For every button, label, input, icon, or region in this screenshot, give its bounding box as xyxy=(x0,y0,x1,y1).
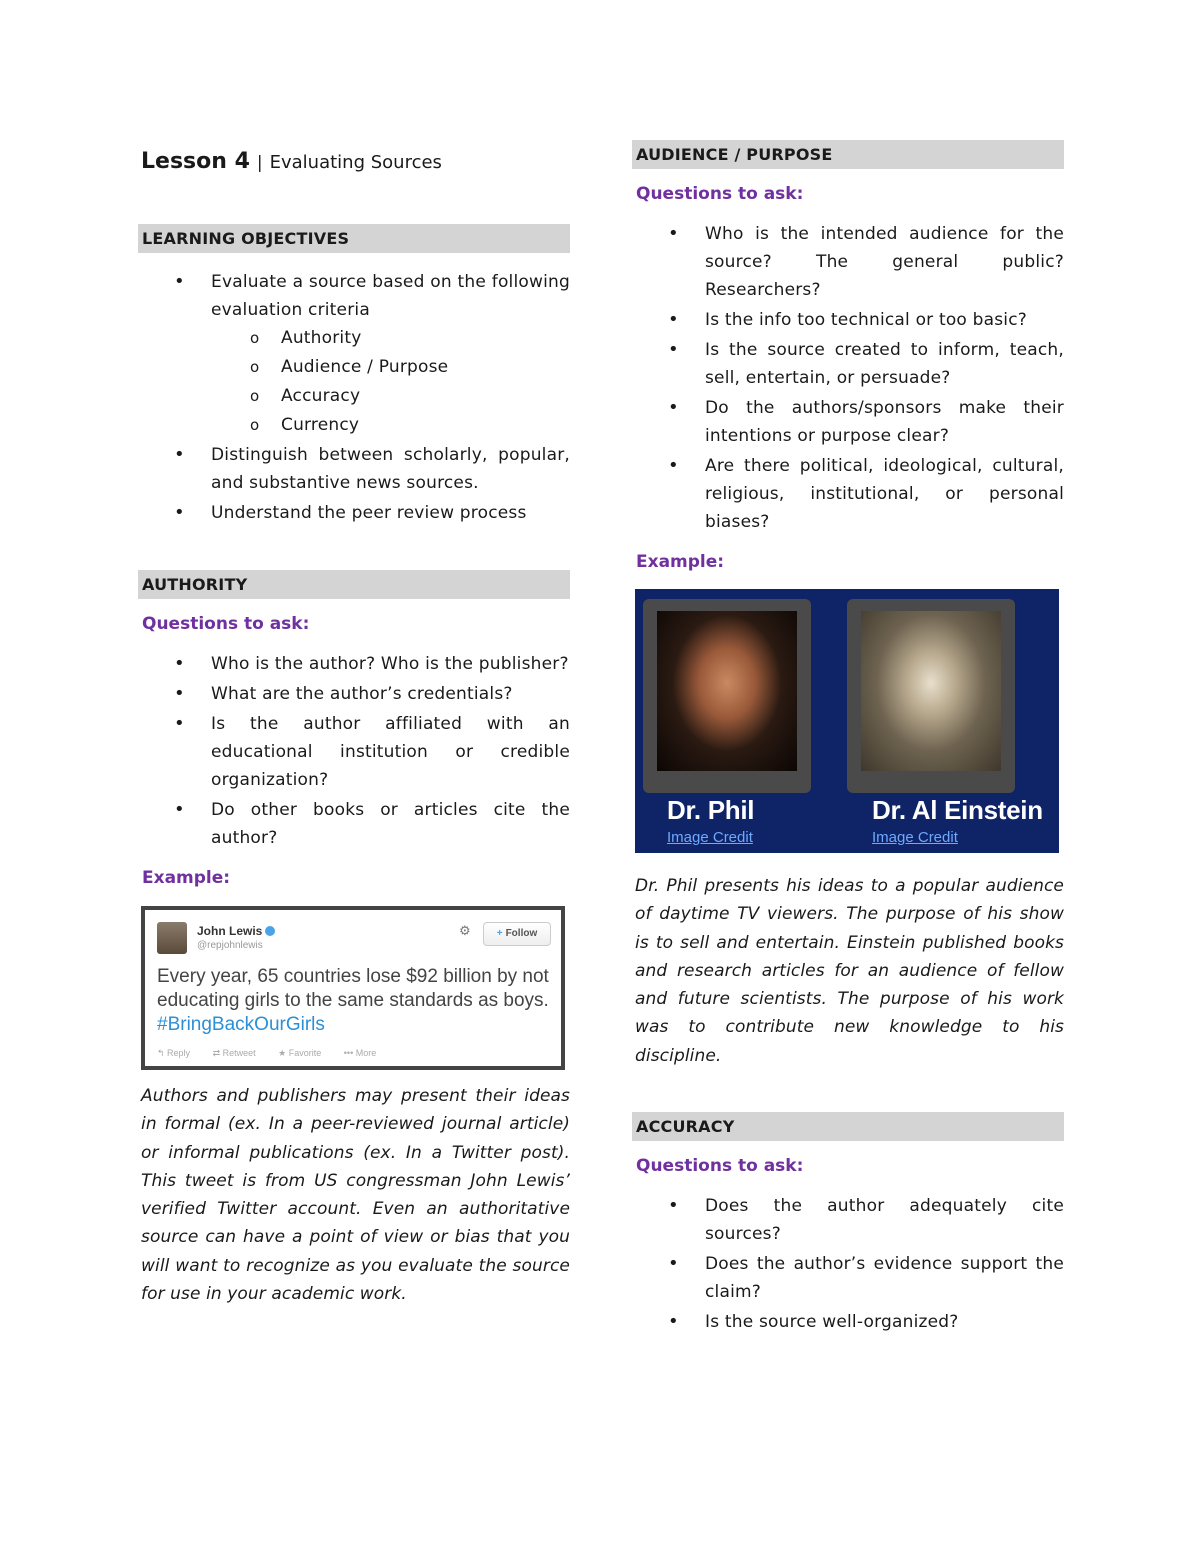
retweet-action: ⇄ Retweet xyxy=(212,1048,256,1058)
list-item: • Are there political, ideological, cultural, religious, institutional, or personal biases? xyxy=(705,452,1064,536)
tweet-handle: @repjohnlewis xyxy=(197,940,263,951)
authority-example-label: Example: xyxy=(142,868,231,888)
einstein-photo xyxy=(861,611,1001,771)
follow-icon: + xyxy=(496,928,503,939)
avatar xyxy=(157,922,187,954)
accuracy-questions-list xyxy=(632,1192,1064,1336)
list-item: • Evaluate a source based on the following evaluation criteria o Authority o Audience / Purpose o Accuracy o Currency xyxy=(211,268,570,439)
criteria-item: o Authority xyxy=(281,324,570,352)
list-item: • Understand the peer review process xyxy=(211,499,570,527)
accuracy-heading: ACCURACY xyxy=(632,1112,1064,1141)
einstein-image-credit-link[interactable]: Image Credit xyxy=(872,829,958,846)
tweet-hashtag: #BringBackOurGirls xyxy=(157,1014,325,1035)
page-title xyxy=(141,144,570,181)
authority-questions-list xyxy=(138,650,570,852)
audience-purpose-heading: AUDIENCE / PURPOSE xyxy=(632,140,1064,169)
criteria-item: o Accuracy xyxy=(281,382,570,410)
title-separator: | xyxy=(256,153,263,173)
dr-phil-photo-frame xyxy=(643,599,811,793)
einstein-photo-frame xyxy=(847,599,1015,793)
lesson-subtitle: Evaluating Sources xyxy=(269,152,442,173)
list-item: • Is the info too technical or too basic? xyxy=(705,306,1064,334)
list-item: • Who is the author? Who is the publisher? xyxy=(211,650,570,678)
authority-heading: AUTHORITY xyxy=(138,570,570,599)
audience-questions-list xyxy=(632,220,1064,536)
learning-objectives-list xyxy=(138,268,570,527)
list-item: • Is the author affiliated with an educational institution or credible organization? xyxy=(211,710,570,794)
lesson-number: Lesson 4 xyxy=(141,149,250,174)
right-column xyxy=(632,140,1064,1338)
more-action: ••• More xyxy=(343,1048,377,1058)
authority-paragraph: Authors and publishers may present their ideas in formal (ex. In a peer-reviewed journal article) or informal publications (ex. In a Twitter post). This tweet is from US congressman John Lewis’ verified Twitter account. Even an authoritative source can have a point of view or bias that you will want to recognize as you evaluate the source for use in your academic work. xyxy=(141,1086,570,1305)
list-item: • Do the authors/sponsors make their intentions or purpose clear? xyxy=(705,394,1064,450)
audience-questions-label: Questions to ask: xyxy=(636,184,804,204)
list-item: • Who is the intended audience for the source? The general public? Researchers? xyxy=(705,220,1064,304)
photo-comparison xyxy=(635,589,1059,853)
list-item: • Does the author adequately cite sources? xyxy=(705,1192,1064,1248)
follow-button: + Follow xyxy=(483,922,551,946)
dr-phil-photo xyxy=(657,611,797,771)
authority-questions-label: Questions to ask: xyxy=(142,614,310,634)
einstein-caption: Dr. Al Einstein xyxy=(872,795,1043,825)
tweet-text: Every year, 65 countries lose $92 billion by not educating girls to the same standards as boys. #BringBackOurGirls xyxy=(157,966,549,1035)
accuracy-questions-label: Questions to ask: xyxy=(636,1156,804,1177)
criteria-item: o Audience / Purpose xyxy=(281,353,570,381)
verified-icon xyxy=(265,926,275,936)
tweet-author-name: John Lewis xyxy=(197,924,275,938)
audience-example-label: Example: xyxy=(636,552,725,572)
learning-objectives-heading: LEARNING OBJECTIVES xyxy=(138,224,570,253)
favorite-action: ★ Favorite xyxy=(278,1048,322,1058)
dr-phil-image-credit-link[interactable]: Image Credit xyxy=(667,829,753,846)
criteria-item: o Currency xyxy=(281,411,570,439)
tweet-example-wrap xyxy=(138,888,570,1082)
photo-example-wrap xyxy=(632,572,1064,872)
list-item: • Distinguish between scholarly, popular, and substantive news sources. xyxy=(211,441,570,497)
audience-paragraph: Dr. Phil presents his ideas to a popular audience of daytime TV viewers. The purpose of his show is to sell and entertain. Einstein published books and research articles for an audience of fellow and future scientists. The purpose of his work was to contribute new knowledge to his discipline. xyxy=(635,876,1064,1066)
tweet-card xyxy=(141,906,565,1070)
dr-phil-caption: Dr. Phil xyxy=(667,795,755,825)
left-column xyxy=(138,140,570,1308)
list-item: • Do other books or articles cite the author? xyxy=(211,796,570,852)
gear-icon: ⚙ xyxy=(459,924,471,939)
criteria-list xyxy=(211,324,570,439)
list-item: • Is the source well-organized? xyxy=(705,1308,1064,1336)
tweet-actions xyxy=(157,1048,396,1059)
list-item: • Does the author’s evidence support the claim? xyxy=(705,1250,1064,1306)
list-item: • What are the author’s credentials? xyxy=(211,680,570,708)
list-item: • Is the source created to inform, teach, sell, entertain, or persuade? xyxy=(705,336,1064,392)
reply-action: ↰ Reply xyxy=(157,1048,191,1058)
